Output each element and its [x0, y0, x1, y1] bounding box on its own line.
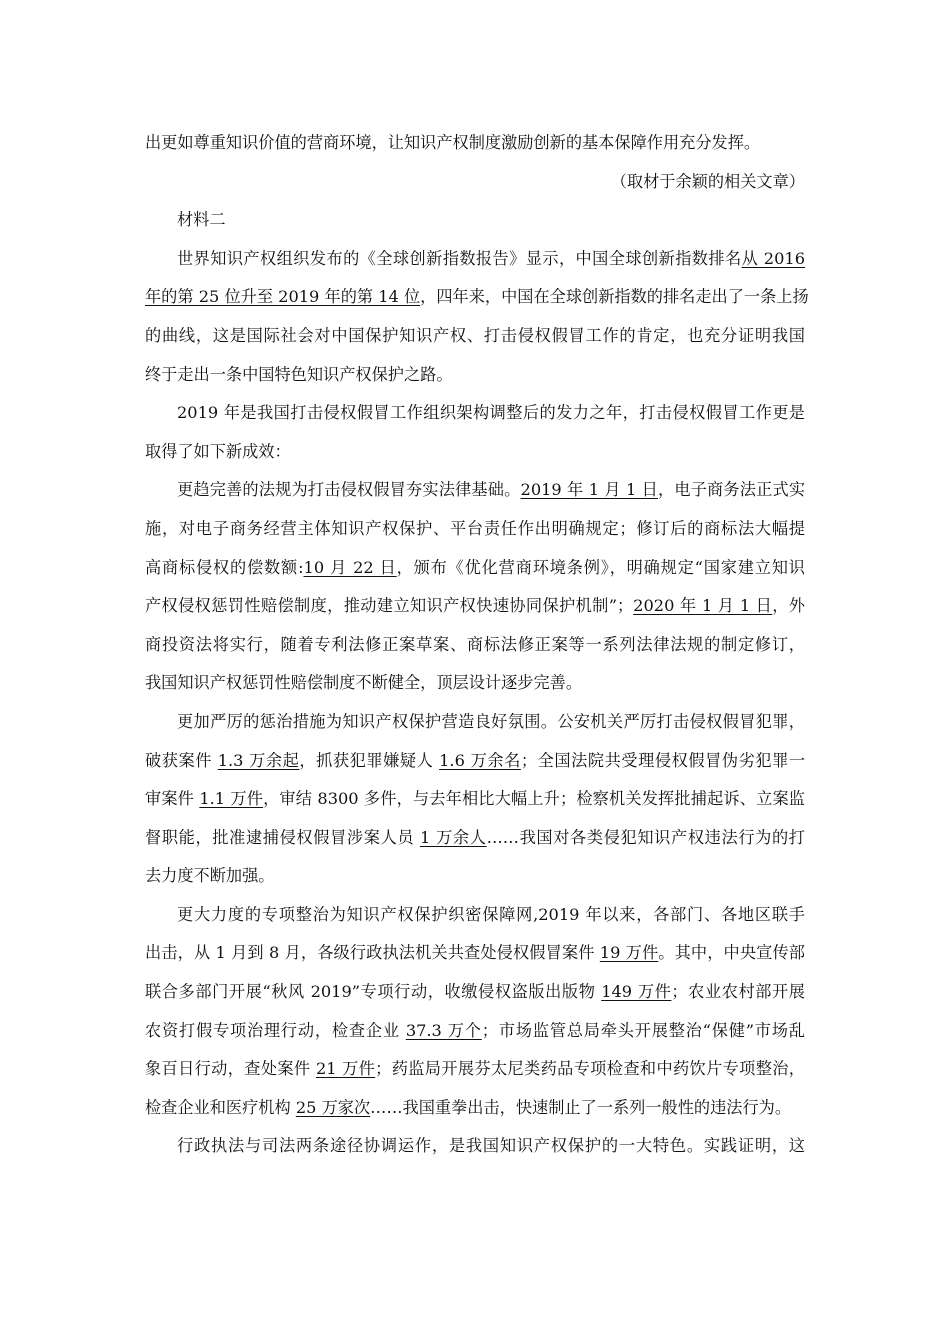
text-segment: 我国知识产权惩罚性赔偿制度不断健全，顶层设计逐步完善。 [145, 673, 583, 693]
text-line [145, 896, 805, 935]
text-segment: 取得了如下新成效： [145, 441, 291, 461]
text-line [145, 1089, 805, 1128]
text-segment: 更大力度的专项整治为知识产权保护织密保障网,2019 年以来，各部门、各地区联手 [177, 904, 805, 924]
text-segment: ，审结 8300 多件，与去年相比大幅上升；检察机关发挥批捕起诉、立案监 [263, 789, 805, 809]
underlined-text: 1.1 万件 [199, 789, 264, 809]
text-segment: 高商标侵权的偿数额: [145, 557, 304, 577]
text-line [145, 664, 805, 703]
text-line [145, 124, 805, 163]
text-segment: ；全国法院共受理侵权假冒伪劣犯罪一 [520, 750, 806, 770]
text-segment: ；药监局开展芬太尼类药品专项检查和中药饮片专项整治， [375, 1059, 805, 1079]
text-segment: 象百日行动，查处案件 [145, 1059, 316, 1079]
text-line [145, 278, 809, 317]
text-line [145, 587, 805, 626]
underlined-text: 21 万件 [315, 1059, 376, 1079]
text-line [145, 394, 805, 433]
text-line [145, 857, 805, 896]
text-segment: ……我国重拳出击，快速制止了一系列一般性的违法行为。 [370, 1097, 792, 1117]
underlined-text: 2020 年 1 月 1 日 [633, 596, 773, 616]
text-line [145, 1012, 805, 1051]
text-line [145, 240, 805, 279]
text-segment: 材料二 [177, 210, 226, 230]
text-segment: ，外 [772, 596, 805, 616]
text-segment: ，电子商务法正式实 [657, 480, 806, 500]
text-line [145, 703, 805, 742]
text-segment: 产权侵权惩罚性赔偿制度，推动建立知识产权快速协同保护机制”； [145, 596, 634, 616]
underlined-text: 149 万件 [601, 982, 672, 1002]
text-segment: 破获案件 [145, 750, 218, 770]
underlined-text: 10 月 22 日 [303, 557, 397, 577]
text-segment: ……我国对各类侵犯知识产权违法行为的打 [486, 827, 805, 847]
text-line [145, 201, 805, 240]
text-line [145, 780, 805, 819]
text-line [145, 356, 805, 395]
text-segment: （取材于余颖的相关文章） [610, 171, 805, 191]
underlined-text: 37.3 万个 [405, 1020, 482, 1040]
text-segment: 的曲线，这是国际社会对中国保护知识产权、打击侵权假冒工作的肯定，也充分证明我国 [145, 325, 805, 345]
text-segment: 更趋完善的法规为打击侵权假冒夯实法律基础。 [177, 480, 521, 500]
underlined-text: 19 万件 [599, 943, 659, 963]
text-line [145, 510, 805, 549]
text-segment: 更加严厉的惩治措施为知识产权保护营造良好氛围。公安机关严厉打击侵权假冒犯罪， [177, 711, 805, 731]
text-line [145, 317, 805, 356]
underlined-text: 从 2016 [741, 248, 806, 268]
text-line [145, 1050, 805, 1089]
text-segment: 。其中，中央宣传部 [658, 943, 805, 963]
text-segment: ，四年来，中国在全球创新指数的排名走出了一条上扬 [420, 287, 809, 307]
underlined-text: 1 万余人 [420, 827, 487, 847]
text-segment: 联合多部门开展“秋风 2019”专项行动，收缴侵权盗版出版物 [145, 982, 602, 1002]
text-line [145, 742, 805, 781]
text-line [145, 549, 805, 588]
text-line [145, 934, 805, 973]
document-page [145, 124, 809, 1166]
text-segment: 世界知识产权组织发布的《全球创新指数报告》显示，中国全球创新指数排名 [177, 248, 742, 268]
text-line [145, 626, 805, 665]
text-segment: 农资打假专项治理行动，检查企业 [145, 1020, 406, 1040]
text-segment: 行政执法与司法两条途径协调运作，是我国知识产权保护的一大特色。实践证明，这 [177, 1136, 805, 1156]
underlined-text: 25 万家次 [295, 1097, 371, 1117]
underlined-text: 1.3 万余起 [217, 750, 300, 770]
underlined-text: 年的第 25 位升至 2019 年的第 14 位 [145, 287, 421, 307]
text-segment: 去力度不断加强。 [145, 866, 275, 886]
text-segment: 出更如尊重知识价值的营商环境，让知识产权制度激励创新的基本保障作用充分发挥。 [145, 133, 761, 152]
text-line [145, 471, 805, 510]
text-segment: 审案件 [145, 789, 200, 809]
text-segment: ，颁布《优化营商环境条例》，明确规定“国家建立知识 [396, 557, 805, 577]
text-segment: 检查企业和医疗机构 [145, 1097, 296, 1117]
text-segment: 商投资法将实行，随着专利法修正案草案、商标法修正案等一系列法律法规的制定修订， [145, 634, 805, 654]
underlined-text: 1.6 万余名 [439, 750, 521, 770]
text-segment: 终于走出一条中国特色知识产权保护之路。 [145, 364, 453, 384]
text-line [145, 1127, 805, 1166]
text-line [145, 973, 805, 1012]
text-segment: ，抓获犯罪嫌疑人 [299, 750, 440, 770]
text-segment: 出击，从 1 月到 8 月，各级行政执法机关共查处侵权假冒案件 [145, 943, 600, 963]
text-line [145, 433, 805, 472]
text-segment: 施，对电子商务经营主体知识产权保护、平台责任作出明确规定；修订后的商标法大幅提 [145, 518, 805, 538]
text-segment: ；农业农村部开展 [671, 982, 805, 1002]
underlined-text: 2019 年 1 月 1 日 [520, 480, 658, 500]
text-segment: 督职能，批准逮捕侵权假冒涉案人员 [145, 827, 420, 847]
text-line [145, 819, 805, 858]
text-line [145, 163, 805, 202]
text-segment: ；市场监管总局牵头开展整治“保健”市场乱 [481, 1020, 805, 1040]
text-segment: 2019 年是我国打击侵权假冒工作组织架构调整后的发力之年，打击侵权假冒工作更是 [177, 403, 805, 423]
